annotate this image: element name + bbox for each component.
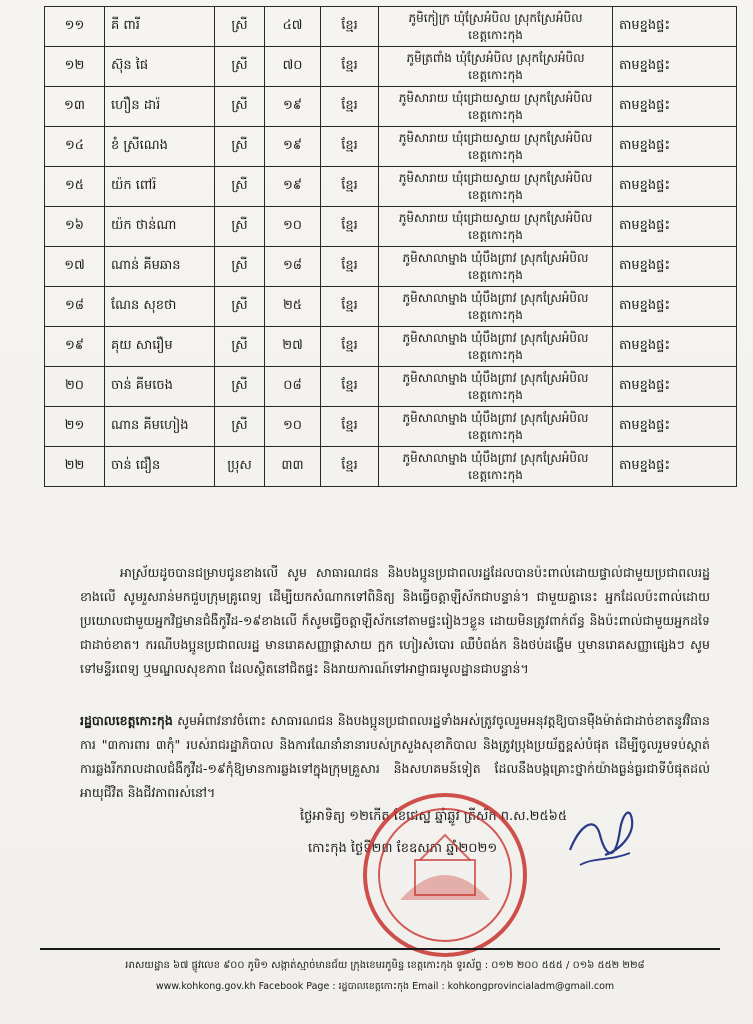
contact-type: តាមខ្នងផ្ទះ (613, 407, 737, 447)
address-line-1: ភូមិសារាយ ឃុំជ្រោយស្វាយ ស្រុកស្រែអំបិល (398, 170, 593, 185)
person-age: ៣៣ (265, 447, 321, 487)
contact-type: តាមខ្នងផ្ទះ (613, 447, 737, 487)
person-sex: ស្រី (215, 47, 265, 87)
person-age: ២៥ (265, 287, 321, 327)
contact-type: តាមខ្នងផ្ទះ (613, 287, 737, 327)
person-name: ហឿន ដារ៉ (105, 87, 215, 127)
table-row (45, 247, 737, 287)
table-row (45, 287, 737, 327)
footer-divider (40, 948, 720, 950)
person-address (379, 47, 613, 87)
address-line-1: ភូមិសាលាម្នាង ឃុំបឹងព្រាវ ស្រុកស្រែអំបិល (402, 410, 589, 425)
address-line-2: ខេត្តកោះកុង (468, 27, 523, 42)
contact-type: តាមខ្នងផ្ទះ (613, 127, 737, 167)
person-nationality: ខ្មែរ (321, 367, 379, 407)
address-line-2: ខេត្តកោះកុង (468, 227, 523, 242)
date-lunar: ថ្ងៃអាទិត្យ ១២កើត ខែជេស្ឋ ឆ្នាំឆ្លូវ ត្រីស័ក ព.ស.២៥៦៥ (300, 809, 568, 824)
address-line-1: ភូមិសាលាម្នាង ឃុំបឹងព្រាវ ស្រុកស្រែអំបិល (402, 450, 589, 465)
person-age: ១៩ (265, 87, 321, 127)
person-address (379, 87, 613, 127)
person-age: ១០ (265, 407, 321, 447)
person-nationality: ខ្មែរ (321, 287, 379, 327)
address-line-2: ខេត្តកោះកុង (468, 147, 523, 162)
table-row (45, 367, 737, 407)
contact-type: តាមខ្នងផ្ទះ (613, 247, 737, 287)
person-age: ២៧ (265, 327, 321, 367)
contact-table (44, 6, 737, 487)
person-address (379, 247, 613, 287)
person-sex: ស្រី (215, 407, 265, 447)
address-line-2: ខេត្តកោះកុង (468, 187, 523, 202)
official-stamp (360, 790, 530, 960)
person-sex: ស្រី (215, 367, 265, 407)
table-row (45, 407, 737, 447)
row-number: ១៩ (45, 327, 105, 367)
person-address (379, 127, 613, 167)
address-line-2: ខេត្តកោះកុង (468, 267, 523, 282)
row-number: ១៣ (45, 87, 105, 127)
person-nationality: ខ្មែរ (321, 247, 379, 287)
person-age: ១៨ (265, 247, 321, 287)
address-line-1: ភូមិសារាយ ឃុំជ្រោយស្វាយ ស្រុកស្រែអំបិល (398, 210, 593, 225)
table-row (45, 207, 737, 247)
footer-contacts: www.kohkong.gov.kh Facebook Page : រដ្ឋបាលខេត្តកោះកុង Email : kohkongprovincialadm@gmail.com (155, 981, 615, 992)
table-row (45, 7, 737, 47)
contact-type: តាមខ្នងផ្ទះ (613, 367, 737, 407)
person-name: ចាន់ ជឿន (105, 447, 215, 487)
person-name: គី ពារី (105, 7, 215, 47)
address-line-2: ខេត្តកោះកុង (468, 67, 523, 82)
row-number: ១៧ (45, 247, 105, 287)
paragraph-advice: អាស្រ័យដូចបានជម្រាបជូនខាងលើ សូម សាធារណជន និងបងប្អូនប្រជាពលរដ្ឋដែលបានប៉ះពាល់ដោយផ្ទាល់ជាមួយប្រជាពលរដ្ឋខាងលើ សូមរួសរាន់មកជួបក្រុមគ្រូពេទ្យ ដើម្បីយកសំណាកទៅពិនិត្យ និងធ្វើចត្តាឡីស័កជាបន្ទាន់។ ជាមួយគ្នានេះ អ្នកដែលប៉ះពាល់ដោយប្រយោលជាមួយអ្នកវិជ្ជមានជំងឺកូវីដ-១៩ខាងលើ ក៏សូមធ្វើចត្តាឡីស័កនៅតាមផ្ទះរៀងៗខ្លួន ដោយមិនត្រូវពាក់ព័ន្ធ និងប៉ះពាល់ជាមួយអ្នកដទៃជាដាច់ខាត។ ករណីបងប្អូនប្រជាពលរដ្ឋ មានរោគសញ្ញាផ្តាសាយ ក្អក ហៀរសំបោរ ឈឺបំពង់ក និងថប់ដង្ហើម ឬមានរោគសញ្ញាផ្សេងៗ សូមទៅមន្ទីរពេទ្យ ឬមណ្ឌលសុខភាព ដែលស្ថិតនៅជិតផ្ទះ និងរាយការណ៍ទៅអាជ្ញាធរមូលដ្ឋានជាបន្ទាន់។ (80, 564, 710, 676)
address-line-2: ខេត្តកោះកុង (468, 387, 523, 402)
person-nationality: ខ្មែរ (321, 127, 379, 167)
row-number: ១២ (45, 47, 105, 87)
address-line-1: ភូមិសាលាម្នាង ឃុំបឹងព្រាវ ស្រុកស្រែអំបិល (402, 290, 589, 305)
person-name: គុយ សារឿម (105, 327, 215, 367)
person-nationality: ខ្មែរ (321, 167, 379, 207)
person-sex: ប្រុស (215, 447, 265, 487)
person-nationality: ខ្មែរ (321, 447, 379, 487)
person-address (379, 367, 613, 407)
address-line-1: ភូមិត្រពាំង ឃុំស្រែអំបិល ស្រុកស្រែអំបិល (406, 50, 585, 65)
row-number: ២០ (45, 367, 105, 407)
person-sex: ស្រី (215, 247, 265, 287)
person-sex: ស្រី (215, 7, 265, 47)
person-nationality: ខ្មែរ (321, 7, 379, 47)
person-name: ណាន គីមហៀង (105, 407, 215, 447)
address-line-1: ភូមិសារាយ ឃុំជ្រោយស្វាយ ស្រុកស្រែអំបិល (398, 130, 593, 145)
person-sex: ស្រី (215, 87, 265, 127)
person-address (379, 167, 613, 207)
person-name: ខំ ស្រីណេង (105, 127, 215, 167)
contact-type: តាមខ្នងផ្ទះ (613, 7, 737, 47)
table-row (45, 87, 737, 127)
person-address (379, 7, 613, 47)
person-age: ១៩ (265, 127, 321, 167)
address-line-2: ខេត្តកោះកុង (468, 107, 523, 122)
person-name: យ៉ក ពៅរ៉ (105, 167, 215, 207)
address-line-1: ភូមិកៀក្រ ឃុំស្រែអំបិល ស្រុកស្រែអំបិល (408, 10, 583, 25)
person-nationality: ខ្មែរ (321, 207, 379, 247)
contact-type: តាមខ្នងផ្ទះ (613, 167, 737, 207)
contact-type: តាមខ្នងផ្ទះ (613, 87, 737, 127)
row-number: ២១ (45, 407, 105, 447)
person-address (379, 207, 613, 247)
appeal-lead: រដ្ឋបាលខេត្តកោះកុង (80, 712, 173, 728)
person-address (379, 327, 613, 367)
person-age: ១៩ (265, 167, 321, 207)
appeal-body: សូមអំពាវនាវចំពោះ សាធារណជន និងបងប្អូនប្រជាពលរដ្ឋទាំងអស់ត្រូវចូលរួមអនុវត្តឱ្យបានម៉ឺងម៉ាត់ជាដាច់ខាតនូវវិធានការ "៣ការពារ ៣កុំ" របស់រាជរដ្ឋាភិបាល និងការណែនាំនានារបស់ក្រសួងសុខាភិបាល និងត្រូវប្រុងប្រយ័ត្នខ្ពស់បំផុត ដើម្បីចូលរួមទប់ស្កាត់ការឆ្លងរីករាលដាលជំងឺកូវីដ-១៩កុំឱ្យមានការឆ្លងទៅក្នុងក្រុមគ្រួសារ និងសហគមន៍ទៀត ដែលនឹងបង្កគ្រោះថ្នាក់យ៉ាងធ្ងន់ធ្ងរជាទីបំផុតដល់អាយុជីវិត និងជីវភាពរស់នៅ។ (80, 712, 710, 800)
table-row (45, 47, 737, 87)
person-name: ចាន់ គីមចេង (105, 367, 215, 407)
signature (560, 795, 640, 875)
person-sex: ស្រី (215, 167, 265, 207)
address-line-1: ភូមិសាលាម្នាង ឃុំបឹងព្រាវ ស្រុកស្រែអំបិល (402, 370, 589, 385)
contact-type: តាមខ្នងផ្ទះ (613, 327, 737, 367)
person-name: ណាន់ គីមឆាន (105, 247, 215, 287)
person-nationality: ខ្មែរ (321, 87, 379, 127)
address-line-1: ភូមិសារាយ ឃុំជ្រោយស្វាយ ស្រុកស្រែអំបិល (398, 90, 593, 105)
person-sex: ស្រី (215, 287, 265, 327)
address-line-2: ខេត្តកោះកុង (468, 307, 523, 322)
row-number: ១៤ (45, 127, 105, 167)
address-line-2: ខេត្តកោះកុង (468, 347, 523, 362)
person-age: ៤៧ (265, 7, 321, 47)
row-number: ១៦ (45, 207, 105, 247)
address-line-2: ខេត្តកោះកុង (468, 427, 523, 442)
person-sex: ស្រី (215, 207, 265, 247)
row-number: ១១ (45, 7, 105, 47)
person-nationality: ខ្មែរ (321, 47, 379, 87)
person-name: ណែន សុខថា (105, 287, 215, 327)
contact-type: តាមខ្នងផ្ទះ (613, 47, 737, 87)
person-sex: ស្រី (215, 127, 265, 167)
contact-type: តាមខ្នងផ្ទះ (613, 207, 737, 247)
address-line-1: ភូមិសាលាម្នាង ឃុំបឹងព្រាវ ស្រុកស្រែអំបិល (402, 250, 589, 265)
footer-address: អាសយដ្ឋាន ៦៧ ផ្លូវលេខ ៩០០ ភូមិ១ សង្កាត់ស្មាច់មានជ័យ ក្រុងខេមរភូមិន្ទ ខេត្តកោះកុង ទូរស័ព្ទ : ០១២ ២០០ ៥៥៥ / ០១៦ ៥៥២ ២២៨ (125, 960, 645, 971)
table-row (45, 127, 737, 167)
address-line-1: ភូមិសាលាម្នាង ឃុំបឹងព្រាវ ស្រុកស្រែអំបិល (402, 330, 589, 345)
person-nationality: ខ្មែរ (321, 407, 379, 447)
date-solar: កោះកុង ថ្ងៃទី២៣ ខែឧសភា ឆ្នាំ២០២១ (308, 841, 498, 856)
person-address (379, 287, 613, 327)
row-number: ១៥ (45, 167, 105, 207)
person-address (379, 407, 613, 447)
person-name: យ៉ក ថាន់ណា (105, 207, 215, 247)
row-number: ១៨ (45, 287, 105, 327)
table-row (45, 167, 737, 207)
table-row (45, 327, 737, 367)
table-row (45, 447, 737, 487)
row-number: ២២ (45, 447, 105, 487)
person-sex: ស្រី (215, 327, 265, 367)
person-age: ០៨ (265, 367, 321, 407)
address-line-2: ខេត្តកោះកុង (468, 467, 523, 482)
person-age: ១០ (265, 207, 321, 247)
person-address (379, 447, 613, 487)
person-name: ស៊ុន ផៃ (105, 47, 215, 87)
person-nationality: ខ្មែរ (321, 327, 379, 367)
person-age: ៧០ (265, 47, 321, 87)
